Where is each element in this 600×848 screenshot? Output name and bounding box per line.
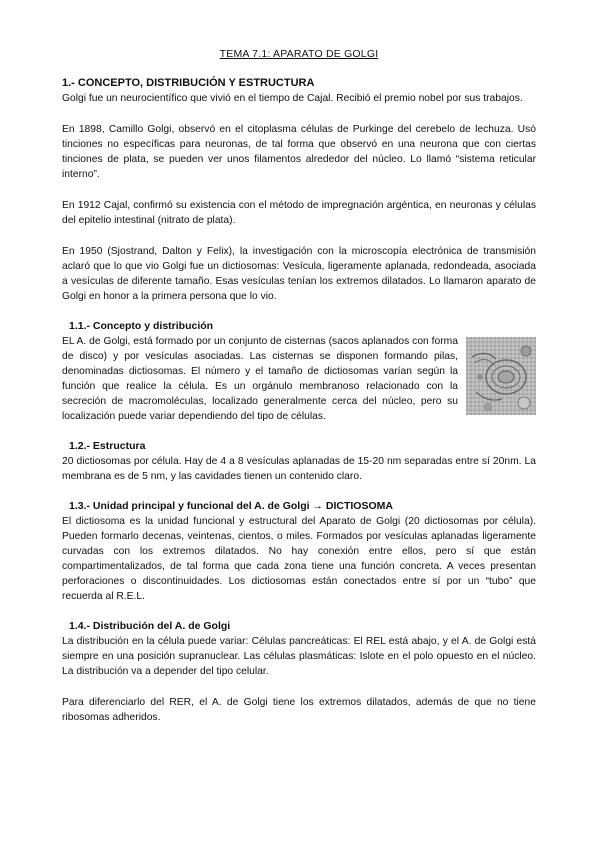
paragraph: EL A. de Golgi, está formado por un conjunto de cisternas (sacos aplanados con forma de disco) y por vesículas asociadas. Las cisternas se disponen formando pilas, denominadas dictiosomas. El número y el tamaño de dictiosomas varían según la función que realice la célula. Es un orgánulo membranoso relacionado con la secreción de macromoléculas, localizado generalmente cerca del núcleo, pero su localización puede variar dependiendo del tipo de células.	[62, 336, 458, 422]
paragraph: Golgi fue un neurocientífico que vivió en el tiempo de Cajal. Recibió el premio nobel por sus trabajos.	[62, 93, 523, 104]
paragraph: En 1950 (Sjostrand, Dalton y Felix), la investigación con la microscopía electrónica de transmisión aclaró que lo que vio Golgi fue un dictiosomas: Vesícula, ligeramente aplanada, redondeada, asociada a vesículas de diferente tamaño. Esas vesículas tenían los extremos dilatados. Lo llamaron aparato de Golgi en honor a la primera persona que lo vio.	[62, 246, 536, 302]
subsection-1-2-heading: 1.2.- Estructura	[69, 440, 146, 452]
golgi-micrograph-image	[466, 337, 536, 415]
paragraph: En 1898, Camillo Golgi, observó en el citoplasma células de Purkinge del cerebelo de lechuza. Usó tinciones no específicas para neuronas, de tal forma que observó en una neurona que con ciertas tinciones de plata, se pueden ver unos filamentos alrededor del núcleo. Lo llamó “sistema reticular interno”.	[62, 124, 536, 180]
paragraph: La distribución en la célula puede variar: Células pancreáticas: El REL está abajo, y el A. de Golgi está siempre en una posición supranuclear. Las células plasmáticas: Islote en el polo opuesto en el núcleo. La distribución va a depender del tipo celular.	[62, 636, 536, 677]
paragraph: En 1912 Cajal, confirmó su existencia con el método de impregnación argéntica, en neuronas y células del epitelio intestinal (nitrato de plata).	[62, 200, 536, 226]
paragraph: 20 dictiosomas por célula. Hay de 4 a 8 vesículas aplanadas de 15-20 nm separadas entre sí 20nm. La membrana es de 5 nm, y las cavidades tienen un contenido claro.	[62, 456, 536, 482]
concept-block	[62, 334, 536, 424]
subsection-1-3-heading: 1.3.- Unidad principal y funcional del A. de Golgi → DICTIOSOMA	[69, 500, 393, 512]
document-page	[62, 48, 536, 725]
paragraph: Para diferenciarlo del RER, el A. de Golgi tiene los extremos dilatados, además de que no tiene ribosomas adheridos.	[62, 697, 536, 723]
paragraph: El dictiosoma es la unidad funcional y estructural del Aparato de Golgi (20 dictiosomas por célula). Pueden formarlo decenas, veintenas, cientos, o miles. Formados por vesículas aplanadas ligeramente curvadas con los extremos dilatados. No hay conexión entre ellos, pero sí que están compartimentalizados, de tal forma que cada zona tiene una función concreta. A veces presentan perforaciones o discontinuidades. Los dictiosomas están conectados entre sí por un “tubo” que recuerda al R.E.L.	[62, 516, 536, 602]
subsection-1-1-heading: 1.1.- Concepto y distribución	[69, 320, 214, 332]
subsection-1-4-heading: 1.4.- Distribución del A. de Golgi	[69, 620, 231, 632]
section-1-heading: 1.- CONCEPTO, DISTRIBUCIÓN Y ESTRUCTURA	[62, 77, 315, 89]
page-title: TEMA 7.1: APARATO DE GOLGI	[219, 48, 379, 60]
